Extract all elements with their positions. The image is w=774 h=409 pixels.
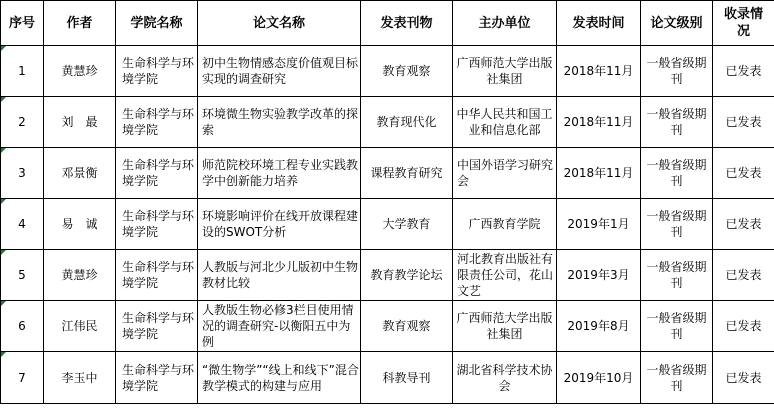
journal-cell: 教育教学论坛	[361, 250, 453, 301]
title-cell: 环境微生物实验教学改革的探索	[198, 97, 361, 148]
table-row	[1, 301, 774, 352]
journal-cell: 教育现代化	[361, 97, 453, 148]
row-number: 7	[18, 370, 26, 385]
publisher-cell: 广西师范大学出版社集团	[453, 301, 557, 352]
title-cell: 师范院校环境工程专业实践教学中创新能力培养	[198, 148, 361, 199]
table-row	[1, 250, 774, 301]
author-cell: 李玉中	[44, 352, 116, 404]
level-cell: 一般省级期刊	[641, 250, 713, 301]
journal-cell: 大学教育	[361, 199, 453, 250]
college-cell: 生命科学与环境学院	[116, 46, 198, 97]
header-cell: 作者	[44, 1, 116, 46]
date-cell: 2019年1月	[557, 199, 641, 250]
college-cell: 生命科学与环境学院	[116, 250, 198, 301]
header-cell: 收录情况	[713, 1, 774, 46]
college-cell: 生命科学与环境学院	[116, 148, 198, 199]
level-cell: 一般省级期刊	[641, 199, 713, 250]
cell-marker-icon	[1, 352, 6, 357]
table-row	[1, 199, 774, 250]
date-cell: 2018年11月	[557, 148, 641, 199]
publisher-cell: 河北教育出版社有限责任公司，花山文艺	[453, 250, 557, 301]
publisher-cell: 湖北省科学技术协会	[453, 352, 557, 404]
table-row	[1, 46, 774, 97]
author-cell: 易 诚	[44, 199, 116, 250]
status-cell: 已发表	[713, 301, 774, 352]
level-cell: 一般省级期刊	[641, 301, 713, 352]
header-cell: 论文级别	[641, 1, 713, 46]
journal-cell: 教育观察	[361, 301, 453, 352]
row-number: 3	[18, 166, 26, 180]
college-cell: 生命科学与环境学院	[116, 352, 198, 404]
date-cell: 2018年11月	[557, 97, 641, 148]
author-cell: 江伟民	[44, 301, 116, 352]
publisher-cell: 广西师范大学出版社集团	[453, 46, 557, 97]
cell-marker-icon	[1, 250, 6, 255]
status-cell: 已发表	[713, 250, 774, 301]
header-row	[1, 1, 774, 46]
table-row	[1, 352, 774, 404]
author-cell: 黄慧珍	[44, 250, 116, 301]
title-cell: “微生物学”“线上和线下”混合教学模式的构建与应用	[198, 352, 361, 404]
status-cell: 已发表	[713, 46, 774, 97]
title-cell: 初中生物情感态度价值观目标实现的调查研究	[198, 46, 361, 97]
status-cell: 已发表	[713, 148, 774, 199]
cell-marker-icon	[1, 97, 6, 102]
publisher-cell: 中华人民共和国工业和信息化部	[453, 97, 557, 148]
header-cell: 主办单位	[453, 1, 557, 46]
row-number: 1	[18, 64, 26, 78]
title-cell: 人教版与河北少儿版初中生物教材比较	[198, 250, 361, 301]
college-cell: 生命科学与环境学院	[116, 199, 198, 250]
cell-marker-icon	[1, 148, 6, 153]
status-cell: 已发表	[713, 199, 774, 250]
author-cell: 邓景衡	[44, 148, 116, 199]
level-cell: 一般省级期刊	[641, 46, 713, 97]
status-cell: 已发表	[713, 352, 774, 404]
row-number: 6	[18, 319, 26, 333]
date-cell: 2019年8月	[557, 301, 641, 352]
level-cell: 一般省级期刊	[641, 352, 713, 404]
author-cell: 刘 最	[44, 97, 116, 148]
publisher-cell: 广西教育学院	[453, 199, 557, 250]
row-number: 5	[18, 268, 26, 282]
date-cell: 2018年11月	[557, 46, 641, 97]
college-cell: 生命科学与环境学院	[116, 97, 198, 148]
level-cell: 一般省级期刊	[641, 97, 713, 148]
author-cell: 黄慧珍	[44, 46, 116, 97]
header-cell: 学院名称	[116, 1, 198, 46]
row-number: 4	[18, 217, 26, 231]
header-cell: 发表刊物	[361, 1, 453, 46]
table-row	[1, 148, 774, 199]
journal-cell: 教育观察	[361, 46, 453, 97]
table-row	[1, 97, 774, 148]
cell-marker-icon	[1, 46, 6, 51]
status-cell: 已发表	[713, 97, 774, 148]
header-cell: 序号	[1, 1, 44, 46]
college-cell: 生命科学与环境学院	[116, 301, 198, 352]
date-cell: 2019年10月	[557, 352, 641, 404]
journal-cell: 科教导刊	[361, 352, 453, 404]
title-cell: 人教版生物必修3栏目使用情况的调查研究-以衡阳五中为例	[198, 301, 361, 352]
journal-cell: 课程教育研究	[361, 148, 453, 199]
row-number: 2	[18, 115, 26, 129]
level-cell: 一般省级期刊	[641, 148, 713, 199]
header-cell: 发表时间	[557, 1, 641, 46]
publisher-cell: 中国外语学习研究会	[453, 148, 557, 199]
cell-marker-icon	[1, 301, 6, 306]
date-cell: 2019年3月	[557, 250, 641, 301]
title-cell: 环境影响评价在线开放课程建设的SWOT分析	[198, 199, 361, 250]
cell-marker-icon	[1, 199, 6, 204]
header-cell: 论文名称	[198, 1, 361, 46]
